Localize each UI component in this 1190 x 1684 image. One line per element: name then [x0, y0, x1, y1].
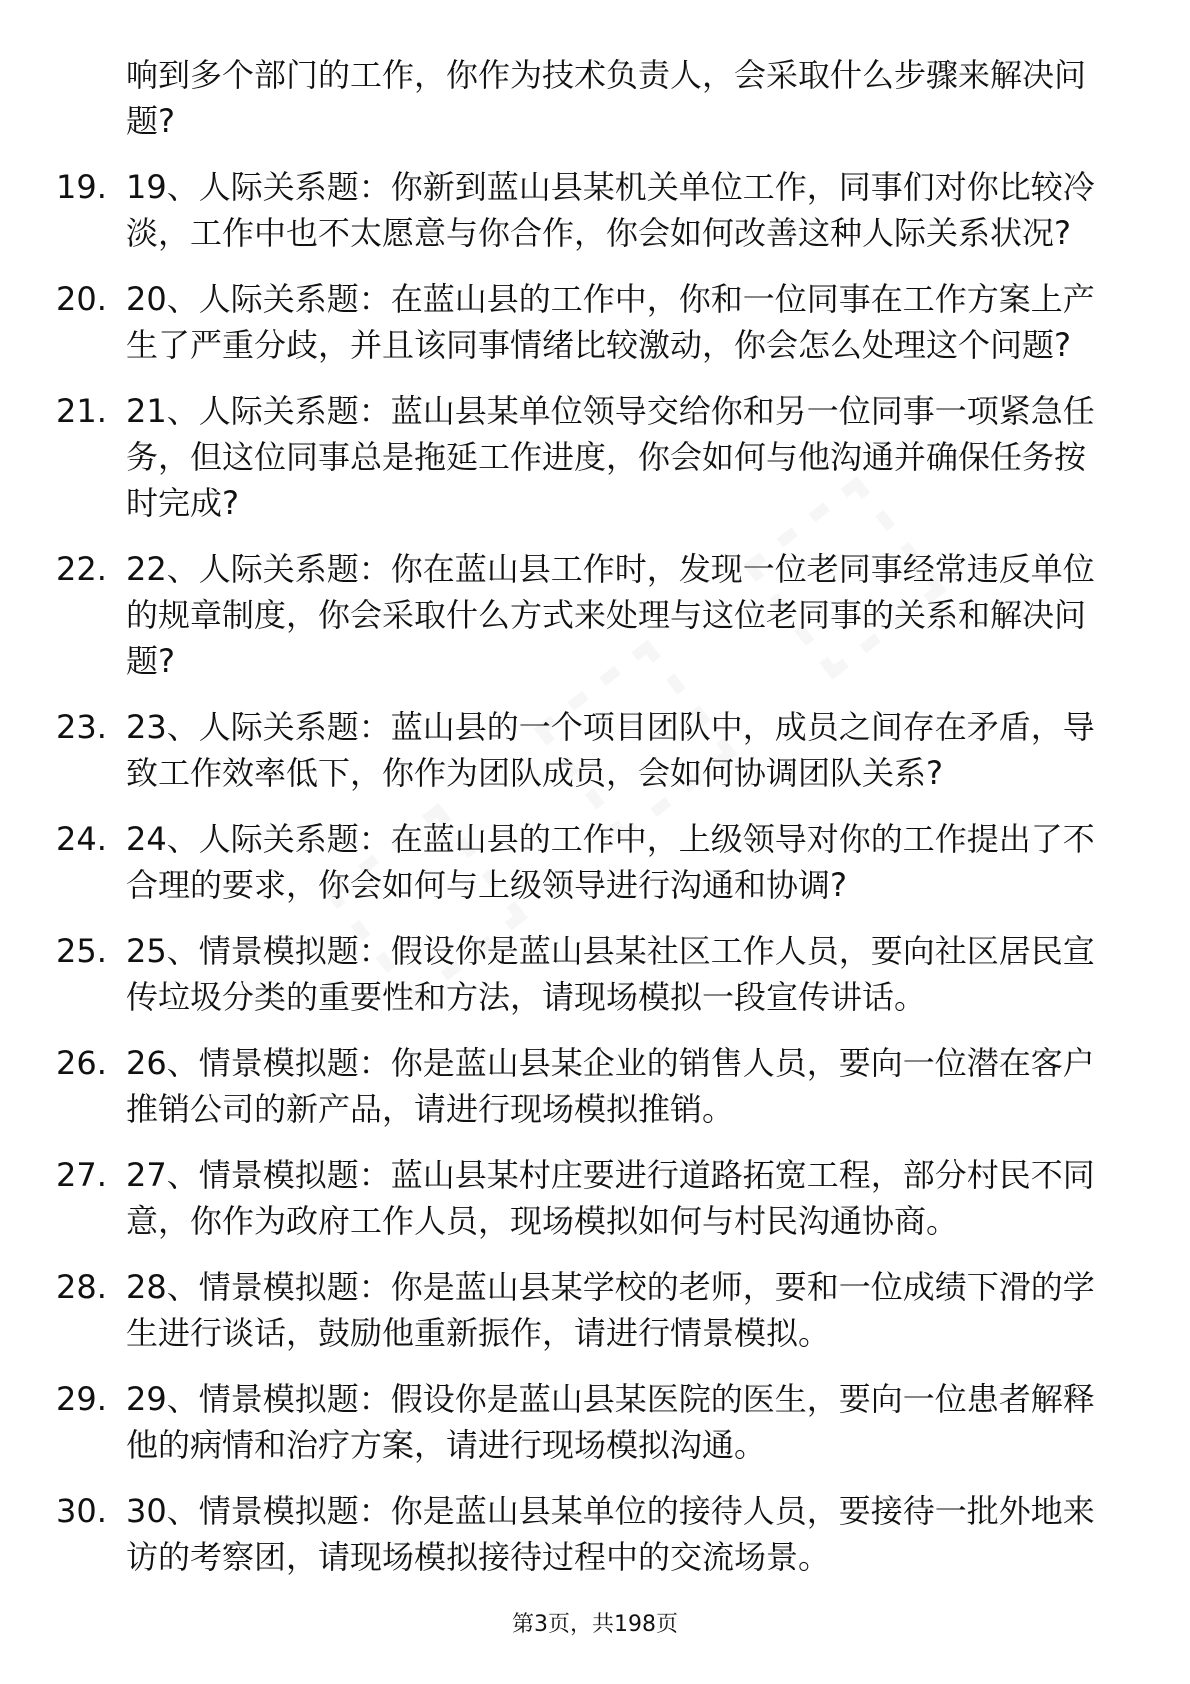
- question-item: [56, 1376, 1116, 1468]
- question-list: [56, 164, 1116, 1580]
- question-number: 27.: [56, 1156, 107, 1194]
- question-item: [56, 388, 1116, 526]
- question-item: [56, 1264, 1116, 1356]
- question-item: [56, 276, 1116, 368]
- question-text: 27、情景模拟题：蓝山县某村庄要进行道路拓宽工程，部分村民不同意，你作为政府工作人员，现场模拟如何与村民沟通协商。: [126, 1156, 1095, 1240]
- question-number: 21.: [56, 392, 107, 430]
- question-number: 26.: [56, 1044, 107, 1082]
- question-number: 20.: [56, 280, 107, 318]
- question-text: 21、人际关系题：蓝山县某单位领导交给你和另一位同事一项紧急任务，但这位同事总是拖延工作进度，你会如何与他沟通并确保任务按时完成?: [126, 392, 1095, 522]
- question-item: [56, 1040, 1116, 1132]
- question-number: 28.: [56, 1268, 107, 1306]
- question-content: [56, 52, 1116, 1580]
- question-text: 24、人际关系题：在蓝山县的工作中，上级领导对你的工作提出了不合理的要求，你会如何与上级领导进行沟通和协调?: [126, 820, 1095, 904]
- question-item: [56, 704, 1116, 796]
- question-text: 25、情景模拟题：假设你是蓝山县某社区工作人员，要向社区居民宣传垃圾分类的重要性和方法，请现场模拟一段宣传讲话。: [126, 932, 1095, 1016]
- question-item: [56, 1488, 1116, 1580]
- question-text: 29、情景模拟题：假设你是蓝山县某医院的医生，要向一位患者解释他的病情和治疗方案，请进行现场模拟沟通。: [126, 1380, 1095, 1464]
- question-text: 28、情景模拟题：你是蓝山县某学校的老师，要和一位成绩下滑的学生进行谈话，鼓励他重新振作，请进行情景模拟。: [126, 1268, 1095, 1352]
- question-text: 22、人际关系题：你在蓝山县工作时，发现一位老同事经常违反单位的规章制度，你会采取什么方式来处理与这位老同事的关系和解决问题?: [126, 550, 1095, 680]
- question-number: 19.: [56, 168, 107, 206]
- question-number: 22.: [56, 550, 107, 588]
- question-number: 25.: [56, 932, 107, 970]
- question-number: 23.: [56, 708, 107, 746]
- question-number: 30.: [56, 1492, 107, 1530]
- question-text: 23、人际关系题：蓝山县的一个项目团队中，成员之间存在矛盾，导致工作效率低下，你作为团队成员，会如何协调团队关系?: [126, 708, 1095, 792]
- question-item: [56, 164, 1116, 256]
- question-text: 19、人际关系题：你新到蓝山县某机关单位工作，同事们对你比较冷淡，工作中也不太愿意与你合作，你会如何改善这种人际关系状况?: [126, 168, 1095, 252]
- page-footer: 第3页，共198页: [512, 1612, 678, 1637]
- question-number: 29.: [56, 1380, 107, 1418]
- continuation-text: 响到多个部门的工作，你作为技术负责人，会采取什么步骤来解决问题?: [126, 56, 1087, 140]
- question-item: [56, 928, 1116, 1020]
- question-item: [56, 546, 1116, 684]
- question-text: 26、情景模拟题：你是蓝山县某企业的销售人员，要向一位潜在客户推销公司的新产品，请进行现场模拟推销。: [126, 1044, 1095, 1128]
- question-item: [56, 816, 1116, 908]
- question-item: [56, 1152, 1116, 1244]
- question-text: 20、人际关系题：在蓝山县的工作中，你和一位同事在工作方案上产生了严重分歧，并且该同事情绪比较激动，你会怎么处理这个问题?: [126, 280, 1095, 364]
- question-text: 30、情景模拟题：你是蓝山县某单位的接待人员，要接待一批外地来访的考察团，请现场模拟接待过程中的交流场景。: [126, 1492, 1095, 1576]
- question-number: 24.: [56, 820, 107, 858]
